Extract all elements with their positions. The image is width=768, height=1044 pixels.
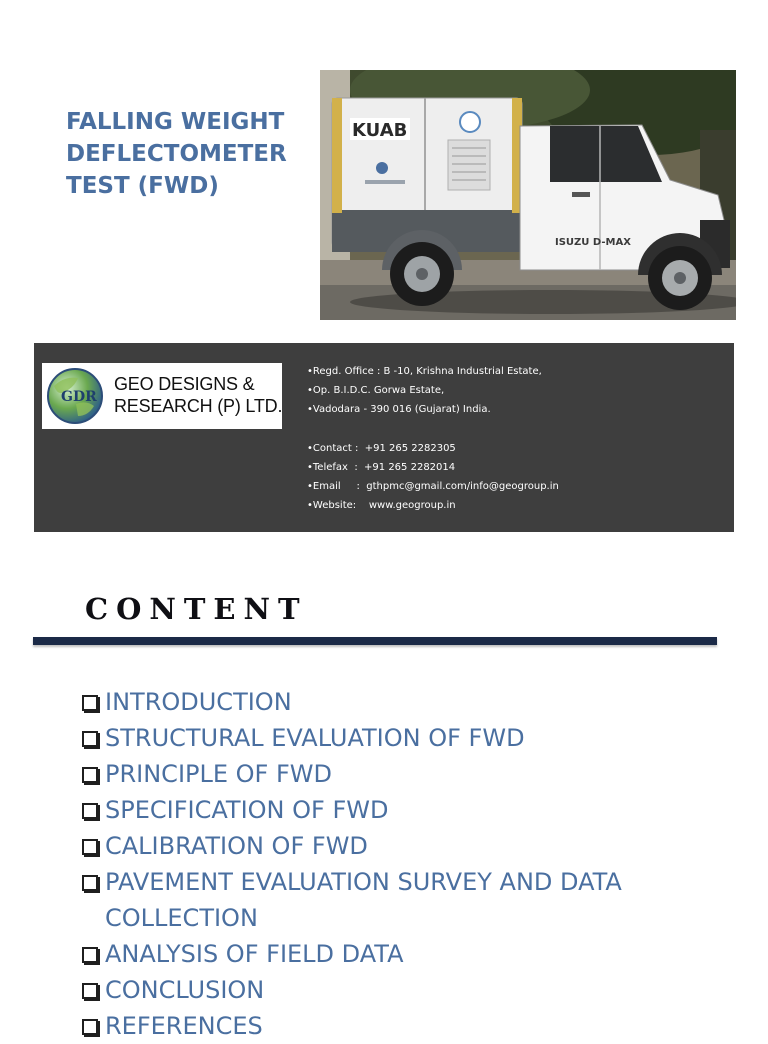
company-name xyxy=(114,373,284,417)
checkbox-bullet-icon xyxy=(82,839,98,855)
logo-mark-text: GDR xyxy=(61,389,97,405)
globe-logo-icon xyxy=(46,366,104,426)
title-line-1: FALLING WEIGHT xyxy=(66,109,285,135)
checkbox-bullet-icon xyxy=(82,695,98,711)
company-name-line-1: GEO DESIGNS & xyxy=(114,374,255,394)
company-logo xyxy=(42,363,282,429)
content-item: CONCLUSION xyxy=(80,972,740,1008)
page-title xyxy=(66,106,306,202)
content-item: INTRODUCTION xyxy=(80,684,740,720)
content-item: PAVEMENT EVALUATION SURVEY AND DATA COLLECTION xyxy=(80,864,740,936)
content-item: STRUCTURAL EVALUATION OF FWD xyxy=(80,720,740,756)
fwd-vehicle-image xyxy=(320,70,736,320)
content-item: ANALYSIS OF FIELD DATA xyxy=(80,936,740,972)
contact-phone: •Contact : +91 265 2282305 xyxy=(307,442,456,454)
contact-telefax: •Telefax : +91 265 2282014 xyxy=(307,461,456,473)
checkbox-bullet-icon xyxy=(82,1019,98,1035)
checkbox-bullet-icon xyxy=(82,803,98,819)
checkbox-bullet-icon xyxy=(82,983,98,999)
spacer xyxy=(307,420,727,439)
contact-email: •Email : gthpmc@gmail.com/info@geogroup.in xyxy=(307,481,559,493)
vehicle-badge-text: ISUZU D-MAX xyxy=(555,237,631,248)
fwd-vehicle-photo xyxy=(320,70,736,320)
content-item: CALIBRATION OF FWD xyxy=(80,828,740,864)
company-name-line-2: RESEARCH (P) LTD. xyxy=(114,396,283,416)
checkbox-bullet-icon xyxy=(82,947,98,963)
checkbox-bullet-icon xyxy=(82,767,98,783)
company-info-panel xyxy=(34,343,734,532)
contact-details xyxy=(307,362,727,516)
checkbox-bullet-icon xyxy=(82,875,98,891)
content-heading: CONTENT xyxy=(85,592,308,626)
checkbox-bullet-icon xyxy=(82,731,98,747)
heading-divider xyxy=(33,637,717,645)
content-item: SPECIFICATION OF FWD xyxy=(80,792,740,828)
canopy-brand-text: KUAB xyxy=(352,120,408,141)
title-line-3: TEST (FWD) xyxy=(66,173,219,199)
content-item: REFERENCES xyxy=(80,1008,740,1044)
address-line: •Vadodara - 390 016 (Gujarat) India. xyxy=(307,404,491,416)
contact-website: •Website: www.geogroup.in xyxy=(307,500,456,512)
title-line-2: DEFLECTOMETER xyxy=(66,141,287,167)
content-list xyxy=(80,684,740,1044)
address-line: •Regd. Office : B -10, Krishna Industrial Estate, xyxy=(307,366,542,377)
content-item: PRINCIPLE OF FWD xyxy=(80,756,740,792)
address-line: •Op. B.I.D.C. Gorwa Estate, xyxy=(307,385,445,397)
